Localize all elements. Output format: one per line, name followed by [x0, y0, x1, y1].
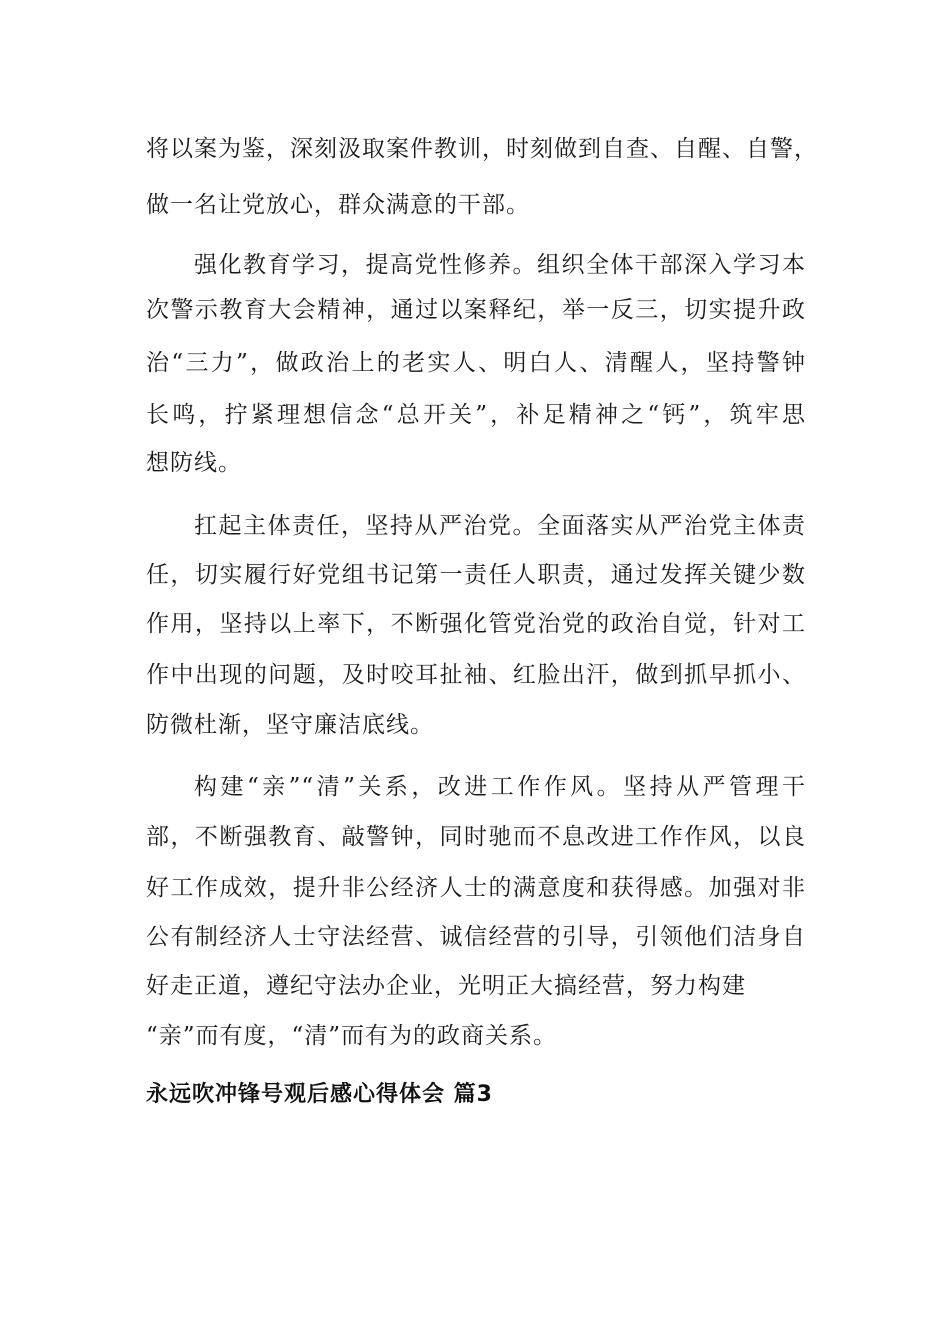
paragraph-4-line-6: “亲”而有度，“清”而有为的政商关系。: [146, 1023, 558, 1049]
paragraph-2-line-3: 治“三力”，做政治上的老实人、明白人、清醒人，坚持警钟: [146, 350, 806, 376]
section-heading: 永远吹冲锋号观后感心得体会 篇3: [146, 1082, 493, 1107]
paragraph-4-line-5: 好走正道，遵纪守法办企业，光明正大搞经营，努力构建: [146, 973, 746, 999]
paragraph-2-line-2: 次警示教育大会精神，通过以案释纪，举一反三，切实提升政: [146, 297, 806, 323]
paragraph-4-line-2: 部，不断强教育、敲警钟，同时驰而不息改进工作作风，以良: [146, 824, 806, 850]
paragraph-4-line-3: 好工作成效，提升非公经济人士的满意度和获得感。加强对非: [146, 875, 806, 901]
paragraph-3-line-1: 扛起主体责任，坚持从严治党。全面落实从严治党主体责: [194, 513, 806, 539]
paragraph-2-line-4: 长鸣，拧紧理想信念“总开关”，补足精神之“钙”，筑牢思: [146, 402, 806, 428]
paragraph-3-line-4: 作中出现的问题，及时咬耳扯袖、红脸出汗，做到抓早抓小、: [146, 662, 806, 688]
paragraph-1-line-2: 做一名让党放心，群众满意的干部。: [146, 192, 530, 218]
paragraph-4-line-4: 公有制经济人士守法经营、诚信经营的引导，引领他们洁身自: [146, 924, 806, 950]
paragraph-3-line-5: 防微杜渐，坚守廉洁底线。: [146, 712, 434, 738]
paragraph-3-line-3: 作用，坚持以上率下，不断强化管党治党的政治自觉，针对工: [146, 611, 806, 637]
paragraph-3-line-2: 任，切实履行好党组书记第一责任人职责，通过发挥关键少数: [146, 562, 806, 588]
paragraph-1-line-1: 将以案为鉴，深刻汲取案件教训，时刻做到自查、自醒、自警，: [146, 136, 818, 162]
paragraph-2-line-1: 强化教育学习，提高党性修养。组织全体干部深入学习本: [194, 252, 806, 278]
paragraph-2-line-5: 想防线。: [146, 450, 242, 476]
paragraph-4-line-1: 构建“亲”“清”关系，改进工作作风。坚持从严管理干: [194, 774, 806, 800]
